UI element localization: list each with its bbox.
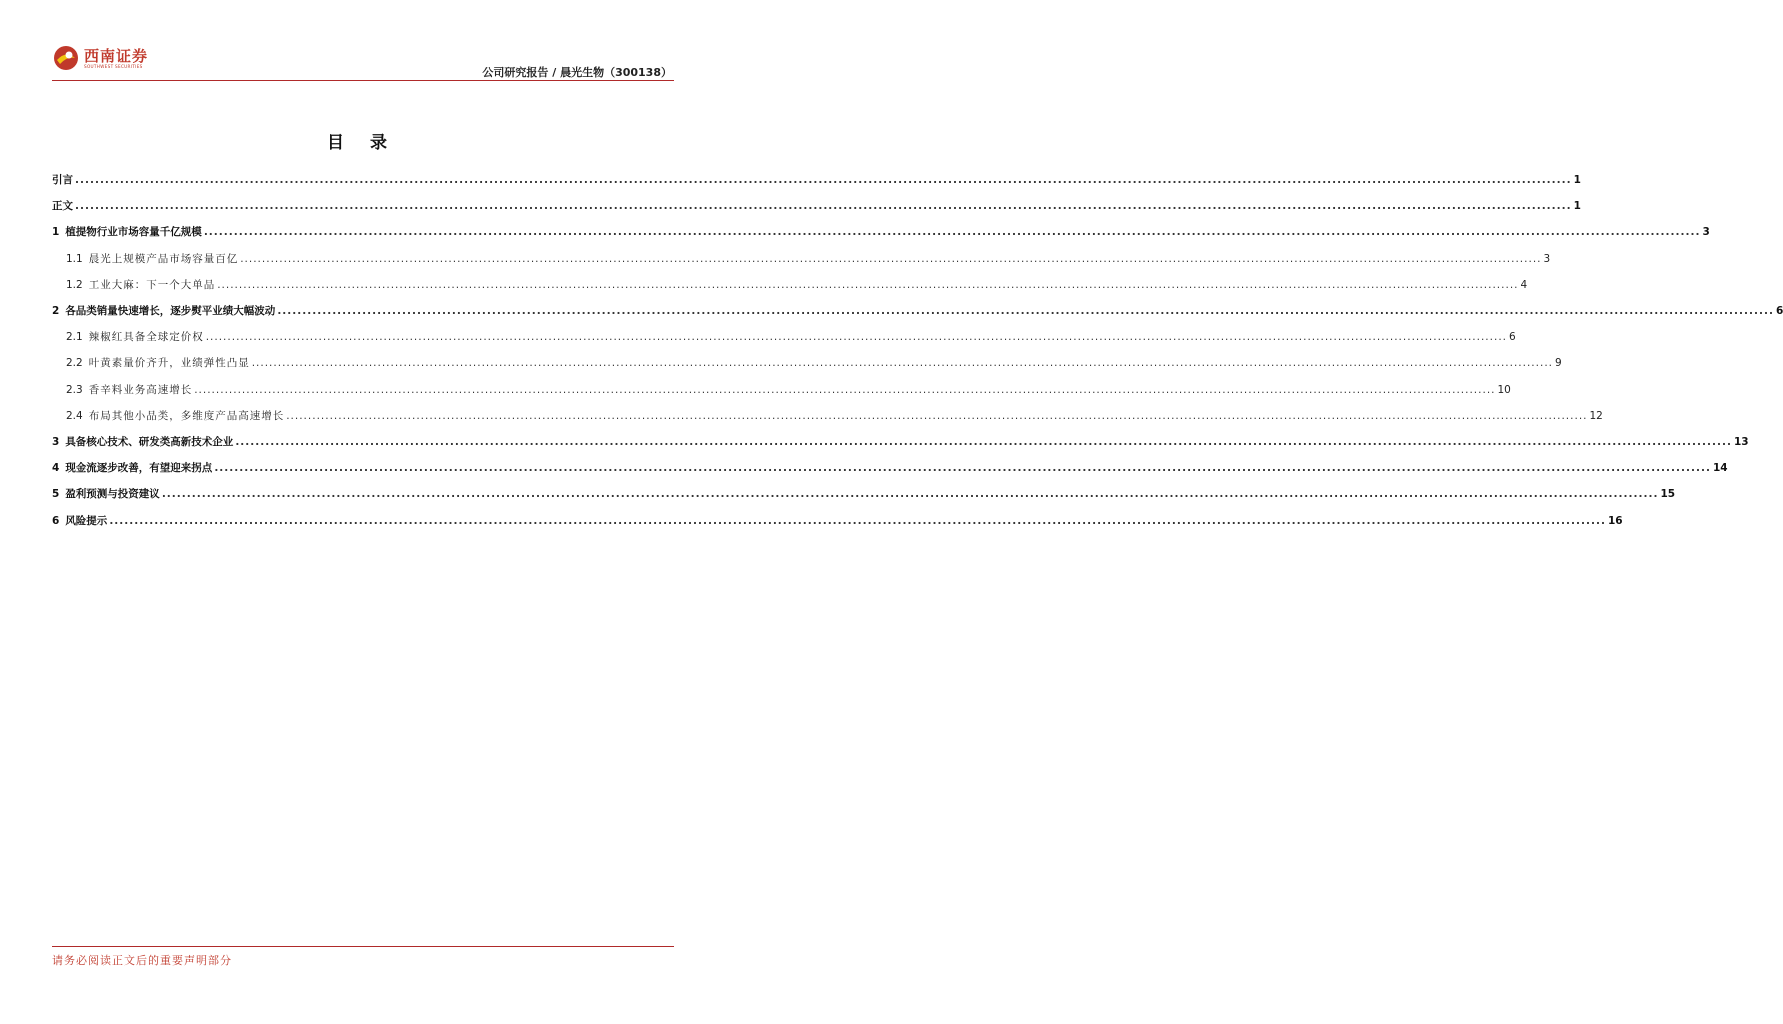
logo-chinese-name: 西南证券 bbox=[84, 47, 149, 65]
toc-entry-text: 叶黄素量价齐升，业绩弹性凸显 bbox=[88, 357, 250, 370]
toc-entry-text: 布局其他小品类，多维度产品高速增长 bbox=[88, 409, 285, 422]
toc-entry-label bbox=[52, 513, 107, 529]
toc-entry-text: 晨光上规模产品市场容量百亿 bbox=[88, 252, 239, 265]
toc-leader-dots: ............................................................................................................................................................................................................................................................................................................ bbox=[214, 462, 1711, 475]
toc-leader-dots: ............................................................................................................................................................................................................................................................................................................ bbox=[205, 331, 1507, 344]
toc-entry-label bbox=[52, 460, 212, 476]
toc-entry-label bbox=[52, 434, 233, 450]
logo-english-name: SOUTHWEST SECURITIES bbox=[84, 64, 143, 69]
toc-page-number: 1 bbox=[1573, 174, 1581, 186]
toc-entry-label bbox=[52, 303, 275, 319]
footer-disclaimer: 请务必阅读正文后的重要声明部分 bbox=[52, 954, 232, 967]
toc-entry-number: 2.4 bbox=[66, 409, 83, 422]
toc-entry-label bbox=[52, 198, 73, 214]
toc-entry-label bbox=[66, 251, 238, 267]
toc-entry-text: 辣椒红具备全球定价权 bbox=[88, 331, 204, 344]
toc-entry-label bbox=[66, 355, 250, 371]
toc-entry-text: 正文 bbox=[52, 200, 73, 213]
toc-page-number: 12 bbox=[1589, 409, 1603, 422]
toc-entry-text: 香辛料业务高速增长 bbox=[88, 383, 193, 396]
toc-leader-dots: ............................................................................................................................................................................................................................................................................................................ bbox=[235, 436, 1732, 448]
toc-leader-dots: ............................................................................................................................................................................................................................................................................................................ bbox=[277, 305, 1774, 317]
toc-entry-number: 2 bbox=[52, 305, 60, 317]
header-divider bbox=[52, 80, 674, 81]
toc-entry[interactable] bbox=[66, 408, 1603, 424]
toc-entry-text: 植提物行业市场容量千亿规模 bbox=[65, 226, 202, 239]
toc-entry[interactable] bbox=[66, 355, 1562, 371]
toc-page-number: 3 bbox=[1543, 252, 1551, 265]
toc-entry[interactable] bbox=[52, 172, 1581, 188]
toc-page-number: 10 bbox=[1497, 383, 1511, 396]
toc-entry-number: 1.2 bbox=[66, 278, 83, 291]
toc-entry[interactable] bbox=[52, 224, 1710, 240]
toc-leader-dots: ............................................................................................................................................................................................................................................................................................................ bbox=[203, 226, 1701, 239]
toc-entry[interactable] bbox=[52, 434, 1749, 450]
toc-page-number: 6 bbox=[1775, 305, 1783, 317]
toc-entry-label bbox=[52, 486, 160, 502]
toc-page-number: 15 bbox=[1660, 488, 1676, 501]
toc-leader-dots: ............................................................................................................................................................................................................................................................................................................ bbox=[251, 357, 1553, 370]
toc-entry-text: 各品类销量快速增长，逐步熨平业绩大幅波动 bbox=[65, 305, 276, 317]
toc-leader-dots: ............................................................................................................................................................................................................................................................................................................ bbox=[75, 200, 1572, 213]
toc-page-number: 13 bbox=[1733, 436, 1749, 448]
toc-entry-text: 现金流逐步改善，有望迎来拐点 bbox=[65, 462, 213, 475]
toc-entry-label bbox=[66, 329, 204, 345]
toc-page-number: 14 bbox=[1712, 462, 1728, 475]
toc-page-number: 16 bbox=[1607, 514, 1623, 527]
toc-leader-dots: ............................................................................................................................................................................................................................................................................................................ bbox=[161, 488, 1659, 501]
toc-entry-number: 2.3 bbox=[66, 383, 83, 396]
toc-title: 目 录 bbox=[327, 133, 397, 153]
toc-entry[interactable] bbox=[66, 277, 1528, 293]
toc-leader-dots: ............................................................................................................................................................................................................................................................................................................ bbox=[109, 514, 1606, 527]
toc-entry-number: 2.2 bbox=[66, 357, 83, 370]
toc-entry-text: 具备核心技术、研发类高新技术企业 bbox=[65, 436, 234, 448]
toc-page-number: 9 bbox=[1555, 357, 1562, 370]
toc-entry-number: 5 bbox=[52, 488, 60, 501]
toc-leader-dots: ............................................................................................................................................................................................................................................................................................................ bbox=[240, 252, 1542, 265]
toc-page-number: 6 bbox=[1509, 331, 1516, 344]
toc-entry-label bbox=[66, 382, 192, 398]
toc-entry[interactable] bbox=[52, 460, 1728, 476]
toc-entry[interactable] bbox=[52, 303, 1783, 319]
toc-entry-number: 6 bbox=[52, 514, 60, 527]
toc-leader-dots: ............................................................................................................................................................................................................................................................................................................ bbox=[194, 383, 1496, 396]
toc-entry[interactable] bbox=[52, 486, 1676, 502]
toc-entry-number: 1 bbox=[52, 226, 60, 239]
toc-entry-text: 盈利预测与投资建议 bbox=[65, 488, 160, 501]
company-logo bbox=[52, 44, 152, 72]
logo-emblem-icon bbox=[52, 44, 80, 72]
toc-entry[interactable] bbox=[66, 251, 1551, 267]
footer-divider bbox=[52, 946, 674, 947]
toc-leader-dots: ............................................................................................................................................................................................................................................................................................................ bbox=[75, 174, 1572, 186]
toc-entry[interactable] bbox=[66, 382, 1511, 398]
toc-entry-number: 1.1 bbox=[66, 252, 83, 265]
toc-entry-text: 引言 bbox=[52, 174, 73, 186]
toc-entry-number: 4 bbox=[52, 462, 60, 475]
toc-entry-text: 工业大麻：下一个大单品 bbox=[88, 278, 216, 291]
toc-entry-label bbox=[52, 172, 73, 188]
toc-entry-label bbox=[66, 277, 215, 293]
report-label: 公司研究报告 / 晨光生物（300138） bbox=[482, 66, 672, 79]
toc-leader-dots: ............................................................................................................................................................................................................................................................................................................ bbox=[286, 409, 1588, 422]
toc-entry[interactable] bbox=[52, 198, 1581, 214]
toc-page-number: 4 bbox=[1520, 278, 1528, 291]
toc-entry-label bbox=[52, 224, 202, 240]
toc-entry-number: 3 bbox=[52, 436, 60, 448]
toc-page-number: 3 bbox=[1702, 226, 1710, 239]
toc-entry[interactable] bbox=[52, 513, 1623, 529]
toc-leader-dots: ............................................................................................................................................................................................................................................................................................................ bbox=[217, 278, 1519, 291]
toc-page-number: 1 bbox=[1573, 200, 1581, 213]
toc-entry[interactable] bbox=[66, 329, 1516, 345]
toc-entry-number: 2.1 bbox=[66, 331, 83, 344]
toc-entry-label bbox=[66, 408, 284, 424]
page-header bbox=[0, 0, 724, 82]
toc-entry-text: 风险提示 bbox=[65, 514, 108, 527]
